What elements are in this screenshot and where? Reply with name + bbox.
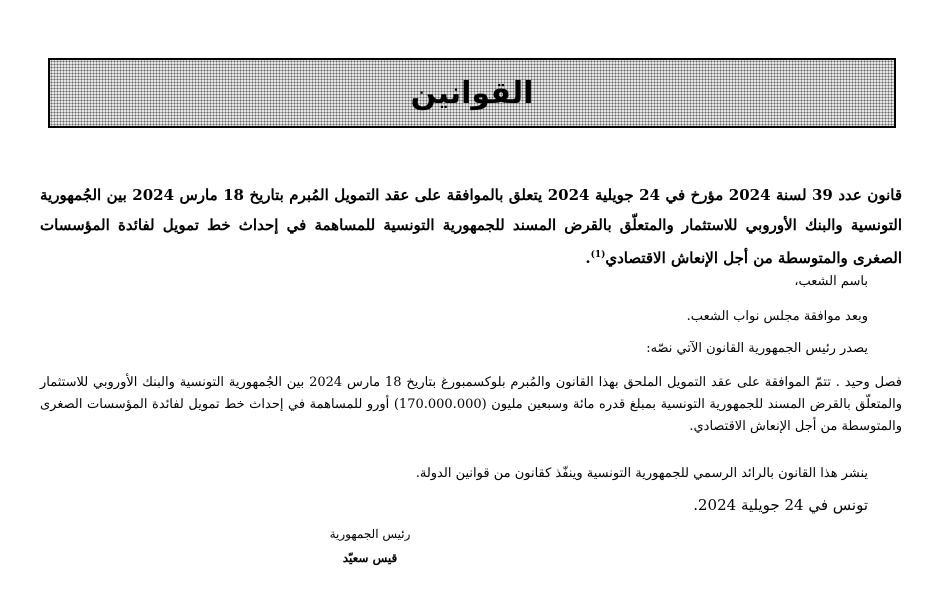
preamble-parliament: وبعد موافقة مجلس نواب الشعب. [686, 309, 868, 324]
law-heading [40, 180, 902, 273]
law-heading-end: . [585, 249, 591, 267]
place-date: تونس في 24 جويلية 2024. [693, 496, 868, 514]
section-title: القوانين [410, 75, 534, 111]
footnote-marker: (1) [590, 250, 606, 260]
publication-order: ينشر هذا القانون بالرائد الرسمي للجمهورية التونسية وينفّذ كقانون من قوانين الدولة. [415, 466, 868, 481]
section-banner [48, 58, 896, 128]
signatory-name: قيس سعيّد [342, 551, 398, 565]
preamble-people: باسم الشعب، [794, 274, 868, 289]
signatory-title: رئيس الجمهورية [329, 527, 411, 541]
preamble-promulgation: يصدر رئيس الجمهورية القانون الآتي نصّه: [646, 341, 868, 356]
law-heading-text: قانون عدد 39 لسنة 2024 مؤرخ في 24 جويلية 2024 يتعلق بالموافقة على عقد التمويل المُبرم بتاريخ 18 مارس 2024 بين الجُمهورية التونسية والبنك الأوروبي للاستثمار والمتعلّق بالقرض المسند للجمهورية التونسية للمساهمة في إحداث خط تمويل لفائدة المؤسسات الصغرى والمتوسطة من أجل الإنعاش الاقتصادي [40, 186, 902, 267]
single-article: فصل وحيد . تتمّ الموافقة على عقد التمويل الملحق بهذا القانون والمُبرم بلوكسمبورغ بتاريخ 18 مارس 2024 بين الجُمهورية التونسية والبنك الأوروبي للاستثمار والمتعلّق بالقرض المسند للجمهورية التونسية بمبلغ قدره مائة وسبعين مليون (170.000.000) أورو للمساهمة في إحداث خط تمويل لفائدة المؤسسات الصغرى والمتوسطة من أجل الإنعاش الاقتصادي. [40, 375, 902, 434]
